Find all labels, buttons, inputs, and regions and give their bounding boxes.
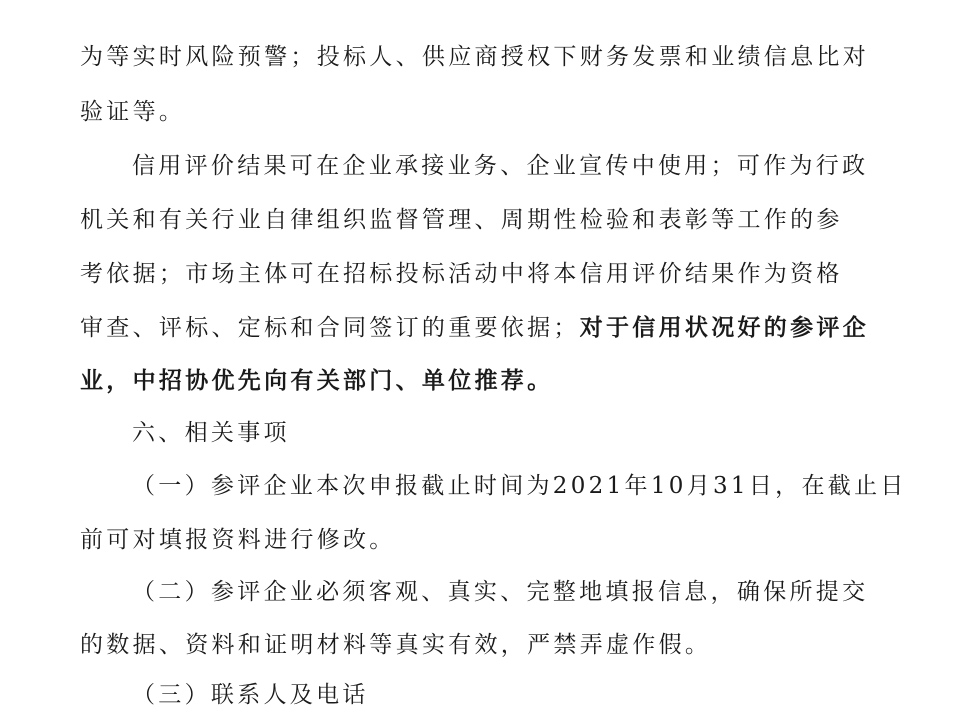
line-text: 考依据；市场主体可在招标投标活动中将本信用评价结果作为资格 <box>80 261 843 287</box>
line-text: （三）联系人及电话 <box>132 682 369 708</box>
paragraph-line <box>132 675 369 715</box>
paragraph-line <box>80 308 869 348</box>
line-text: （二）参评企业必须客观、真实、完整地填报信息，确保所提交 <box>132 579 869 605</box>
paragraph-line <box>132 572 868 612</box>
line-text: 六、相关事项 <box>132 420 290 446</box>
paragraph-line <box>80 92 185 132</box>
paragraph-line <box>80 254 843 294</box>
line-text: （一）参评企业本次申报截止时间为2021年10月31日，在截止日 <box>132 473 907 499</box>
paragraph-line <box>80 37 869 77</box>
section-heading <box>132 413 290 453</box>
paragraph-line <box>80 200 843 240</box>
paragraph-line <box>80 520 396 560</box>
paragraph-line <box>132 466 907 506</box>
line-text: 验证等。 <box>80 99 186 125</box>
paragraph-line <box>80 625 711 665</box>
line-text: 信用评价结果可在企业承接业务、企业宣传中使用；可作为行政 <box>132 153 869 179</box>
paragraph-line <box>80 361 553 401</box>
line-text-bold: 对于信用状况好的参评企 <box>579 314 870 341</box>
line-text: 的数据、资料和证明材料等真实有效，严禁弄虚作假。 <box>80 632 712 658</box>
paragraph-line <box>132 146 868 186</box>
line-text: 机关和有关行业自律组织监督管理、周期性检验和表彰等工作的参 <box>80 207 843 233</box>
line-text-bold: 业，中招协优先向有关部门、单位推荐。 <box>80 367 554 394</box>
line-text: 审查、评标、定标和合同签订的重要依据； <box>80 315 580 341</box>
line-text: 为等实时风险预警；投标人、供应商授权下财务发票和业绩信息比对 <box>80 44 869 70</box>
line-text: 前可对填报资料进行修改。 <box>80 527 396 553</box>
